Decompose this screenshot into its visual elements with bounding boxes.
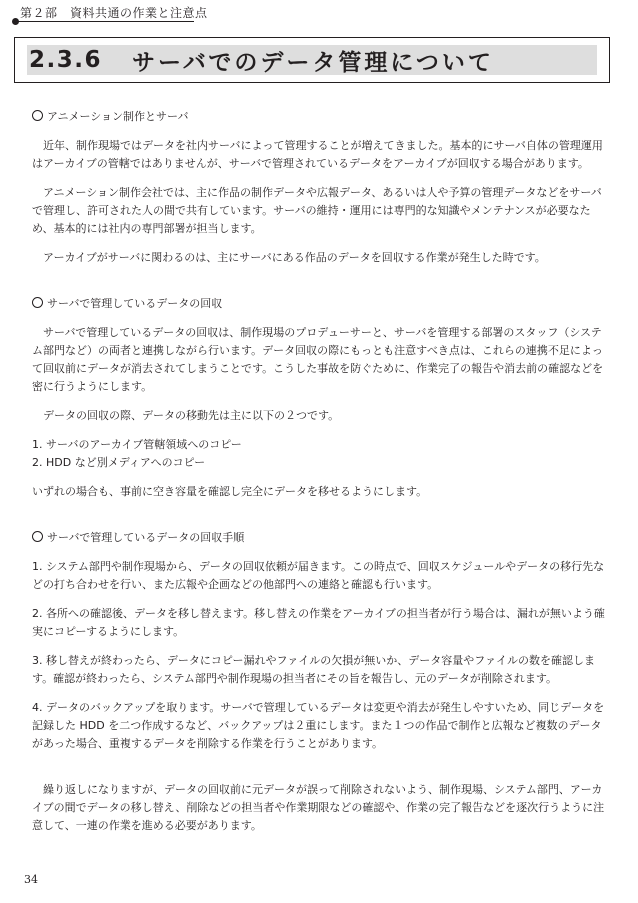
paragraph-capacity-check: いずれの場合も、事前に空き容量を確認し完全にデータを移せるようにします。 (32, 485, 428, 498)
procedure-step-4: 4. データのバックアップを取ります。サーバで管理しているデータは変更や消去が発生しやすいため、同じデータを記録した HDD を二つ作成するなど、バックアップは２重にします。また１つの作品で制作と広報など複数のデータがあった場合、重複するデータを削除する作業を行うことがあります。 (32, 701, 605, 750)
circle-bullet-icon (32, 531, 43, 542)
procedure-step-1: 1. システム部門や制作現場から、データの回収依頼が届きます。この時点で、回収スケジュールやデータの移行先などの打ち合わせを行い、また広報や企画などの他部門への連絡と確認も行います。 (32, 560, 605, 591)
header-bullet-dot (12, 18, 19, 25)
body-content (32, 108, 612, 835)
subheading-text: サーバで管理しているデータの回収 (47, 297, 223, 310)
list-item: 2. HDD など別メディアへのコピー (32, 456, 206, 469)
paragraph-studio-server: アニメーション制作会社では、主に作品の制作データや広報データ、あるいは人や予算の管理データなどをサーバで管理し、許可された人の間で共有しています。サーバの維持・運用には専門的な知識やメンテナンスが必要なため、基本的には社内の専門部署が担当します。 (32, 186, 602, 235)
paragraph-intro: 近年、制作現場ではデータを社内サーバによって管理することが増えてきました。基本的にサーバ自体の管理運用はアーカイブの管轄ではありませんが、サーバで管理されているデータをアーカイブが回収する場合があります。 (32, 139, 603, 170)
page-number: 34 (24, 873, 38, 886)
paragraph-archive-role: アーカイブがサーバに関わるのは、主にサーバにある作品のデータを回収する作業が発生した時です。 (43, 251, 546, 264)
subheading-data-collection (32, 295, 612, 313)
procedure-step-3: 3. 移し替えが終わったら、データにコピー漏れやファイルの欠損が無いか、データ容量やファイルの数を確認します。確認が終わったら、システム部門や制作現場の担当者にその旨を報告し、元のデータが削除されます。 (32, 654, 595, 685)
header-rule (14, 21, 194, 22)
list-item: 1. サーバのアーカイブ管轄領域へのコピー (32, 438, 242, 451)
paragraph-destinations: データの回収の際、データの移動先は主に以下の２つです。 (43, 409, 340, 422)
procedure-step-2: 2. 各所への確認後、データを移し替えます。移し替えの作業をアーカイブの担当者が行う場合は、漏れが無いよう確実にコピーするようにします。 (32, 607, 605, 638)
circle-bullet-icon (32, 297, 43, 308)
section-number: 2.3.6 (29, 47, 102, 73)
circle-bullet-icon (32, 110, 43, 121)
subheading-animation-server (32, 108, 612, 126)
subheading-collection-procedure (32, 529, 612, 547)
section-title: サーバでのデータ管理について (132, 49, 494, 76)
paragraph-collection-coordination: サーバで管理しているデータの回収は、制作現場のプロデューサーと、サーバを管理する部署のスタッフ（システム部門など）の両者と連携しながら行います。データ回収の際にもっとも注意すべき点は、これらの連携不足によって回収前にデータが消去されてしまうことです。こうした事故を防ぐために、作業完了の報告や消去前の確認などを密に行うようにします。 (32, 326, 604, 393)
subheading-text: アニメーション制作とサーバ (47, 110, 189, 123)
section-title-bar (27, 45, 597, 75)
paragraph-closing-note: 繰り返しになりますが、データの回収前に元データが誤って削除されないよう、制作現場、システム部門、アーカイブの間でデータの移し替え、削除などの担当者や作業期限などの確認や、作業の完了報告などを逐次行うように注意して、一連の作業を進める必要があります。 (32, 783, 605, 832)
subheading-text: サーバで管理しているデータの回収手順 (47, 531, 245, 544)
page-header-part-label: 第２部 資料共通の作業と注意点 (20, 6, 208, 20)
